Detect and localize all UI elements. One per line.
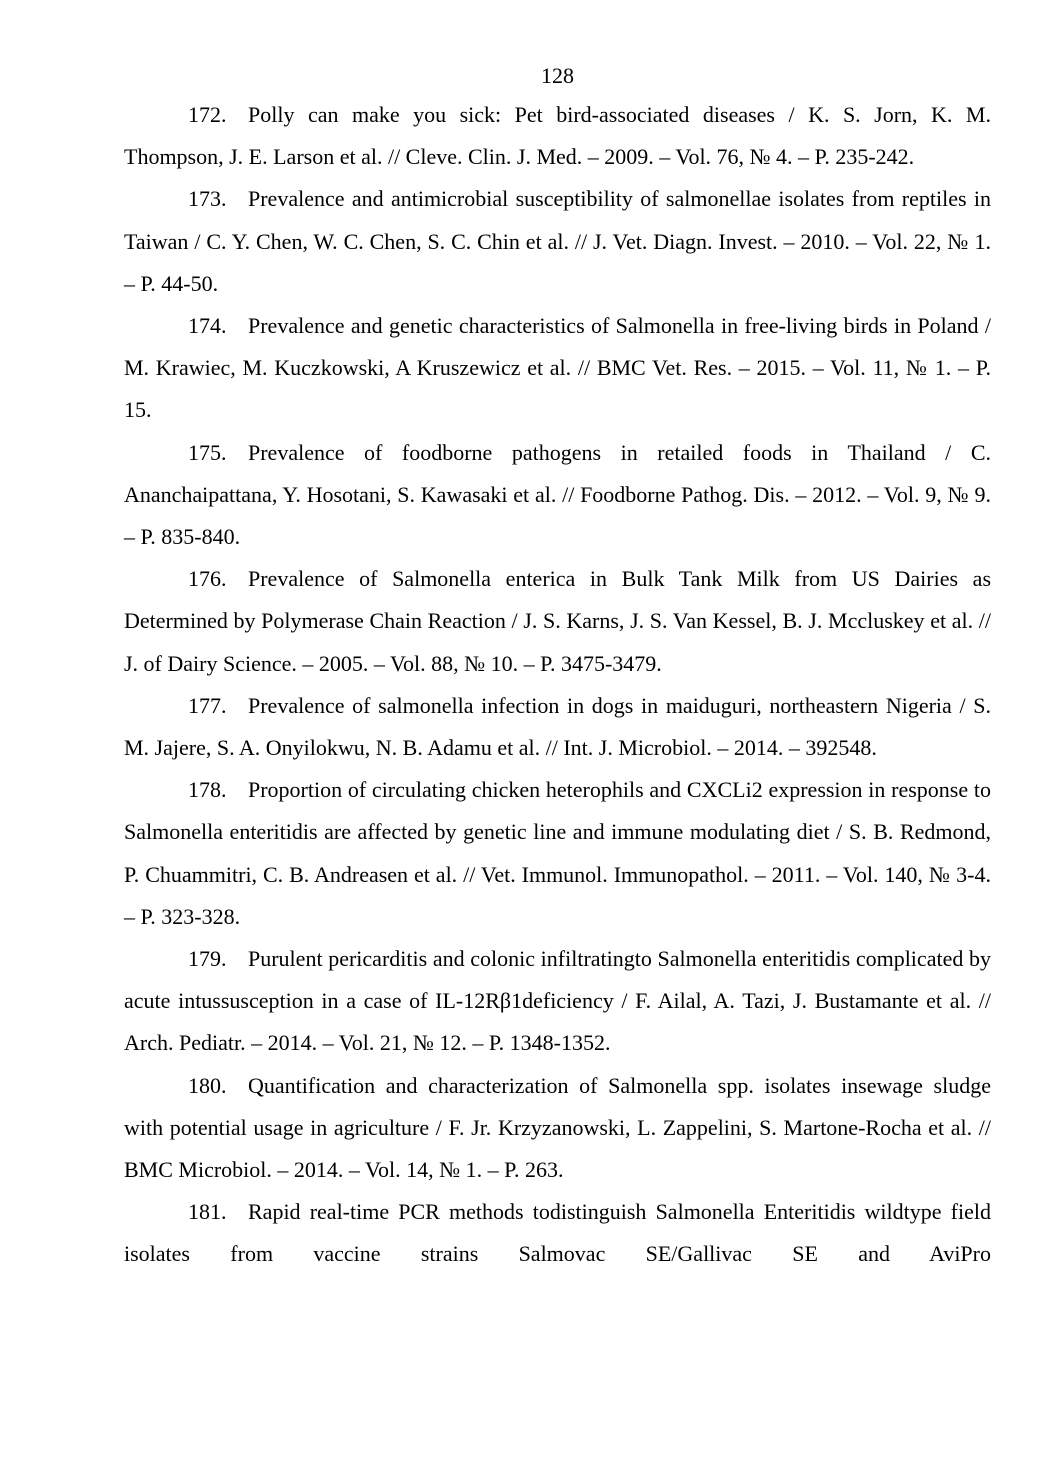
reference-text: Proportion of circulating chicken heterophils and CXCLi2 expression in response to Salmonella enteritidis are affected by genetic line and immune modulating diet / S. B. Redmond, P. Chuammitri, C. B. Andreasen et al. // Vet. Immunol. Immunopathol. – 2011. – Vol. 140, № 3-4. – P. 323-328.	[124, 777, 991, 929]
reference-item	[124, 769, 991, 938]
reference-text: Rapid real-time PCR methods todistinguish Salmonella Enteritidis wildtype field isolates from vaccine strains Salmovac SE/Gallivac SE and AviPro	[124, 1199, 991, 1267]
reference-number: 172.	[188, 102, 227, 127]
reference-text: Prevalence of salmonella infection in dogs in maiduguri, northeastern Nigeria / S. M. Jajere, S. A. Onyilokwu, N. B. Adamu et al. // Int. J. Microbiol. – 2014. – 392548.	[124, 692, 991, 761]
reference-item	[124, 178, 991, 305]
reference-number: 173.	[188, 186, 227, 212]
reference-text: Quantification and characterization of Salmonella spp. isolates insewage sludge with potential usage in agriculture / F. Jr. Krzyzanowski, L. Zappelini, S. Martone-Rocha et al. // BMC Microbiol. – 2014. – Vol. 14, № 1. – P. 263.	[124, 1072, 991, 1183]
reference-item	[124, 685, 991, 769]
reference-number: 180.	[188, 1072, 227, 1098]
reference-number: 181.	[188, 1199, 227, 1225]
reference-item	[124, 558, 991, 685]
reference-item	[124, 305, 991, 432]
reference-item	[124, 1065, 991, 1192]
reference-text: Purulent pericarditis and colonic infiltratingto Salmonella enteritidis complicated by acute intussusception in a case of IL-12Rβ1deficiency / F. Ailal, A. Tazi, J. Bustamante et al. // Arch. Pediatr. – 2014. – Vol. 21, № 12. – P. 1348-1352.	[124, 946, 991, 1056]
reference-number: 177.	[188, 692, 227, 718]
reference-number: 179.	[188, 946, 227, 972]
reference-item	[124, 938, 991, 1065]
reference-item	[124, 1191, 991, 1275]
reference-item	[124, 432, 991, 559]
reference-text: Prevalence and genetic characteristics of Salmonella in free-living birds in Poland / M. Krawiec, M. Kuczkowski, A Kruszewicz et al. // BMC Vet. Res. – 2015. – Vol. 11, № 1. – P. 15.	[124, 313, 991, 423]
reference-text: Prevalence of foodborne pathogens in retailed foods in Thailand / C. Ananchaipattana, Y. Hosotani, S. Kawasaki et al. // Foodborne Pathog. Dis. – 2012. – Vol. 9, № 9. – P. 835-840.	[124, 439, 991, 550]
reference-number: 176.	[188, 566, 227, 592]
reference-text: Polly can make you sick: Pet bird-associated diseases / K. S. Jorn, K. M. Thompson, J. E. Larson et al. // Cleve. Clin. J. Med. – 2009. – Vol. 76, № 4. – P. 235-242.	[124, 102, 991, 170]
reference-text: Prevalence and antimicrobial susceptibility of salmonellae isolates from reptiles in Taiwan / C. Y. Chen, W. C. Chen, S. C. Chin et al. // J. Vet. Diagn. Invest. – 2010. – Vol. 22, № 1. – P. 44-50.	[124, 186, 991, 296]
reference-item	[124, 94, 991, 178]
reference-list	[124, 94, 991, 1276]
page-number: 128	[541, 63, 574, 88]
reference-text: Prevalence of Salmonella enterica in Bulk Tank Milk from US Dairies as Determined by Polymerase Chain Reaction / J. S. Karns, J. S. Van Kessel, B. J. Mccluskey et al. // J. of Dairy Science. – 2005. – Vol. 88, № 10. – P. 3475-3479.	[124, 566, 991, 676]
reference-number: 174.	[188, 313, 227, 339]
reference-number: 178.	[188, 777, 227, 803]
reference-number: 175.	[188, 439, 227, 465]
